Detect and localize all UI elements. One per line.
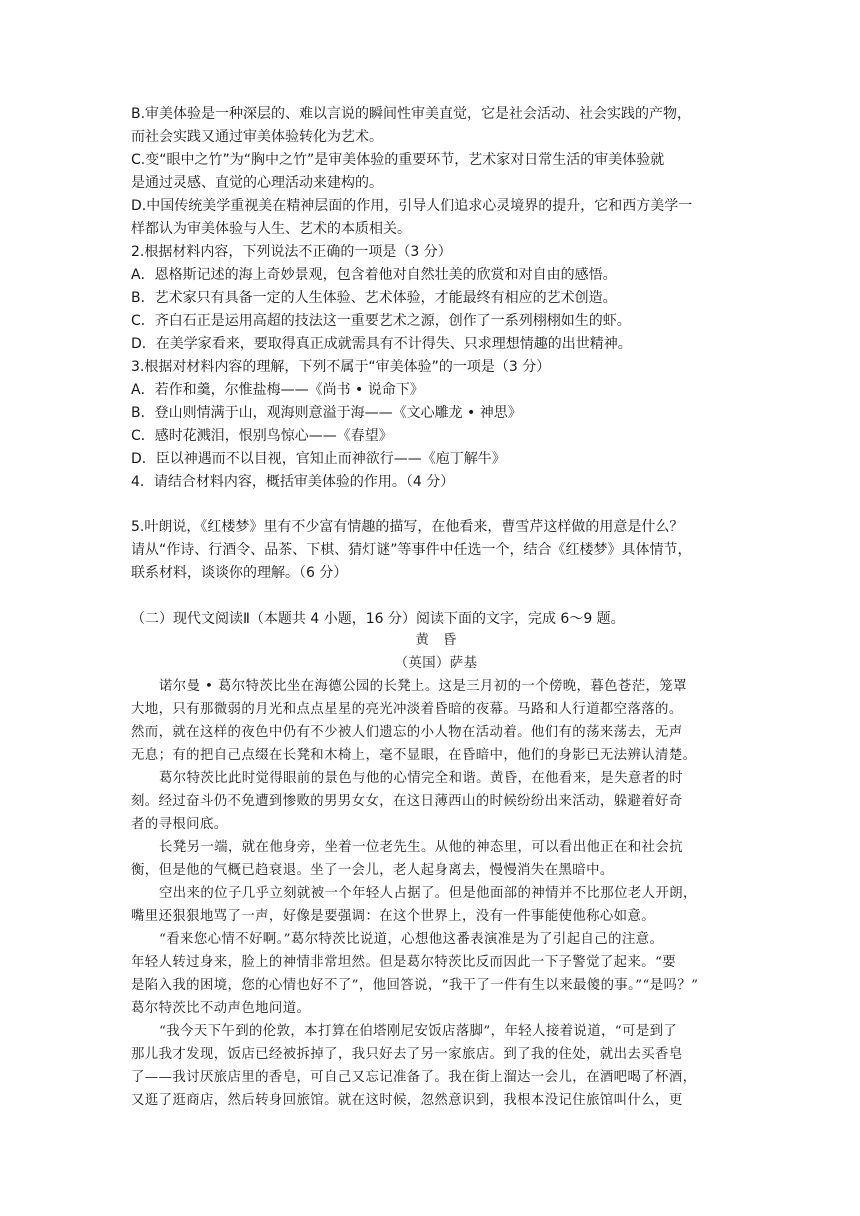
paragraph-4-line-2: 嘴里还狠狠地骂了一声，好像是要强调：在这个世界上，没有一件事能使他称心如意。 <box>131 909 656 924</box>
section-heading: （二）现代文阅读Ⅱ（本题共 4 小题，16 分）阅读下面的文字，完成 6～9 题。 <box>131 611 625 627</box>
paragraph-5-line-2: 年轻人转过身来，脸上的神情非常坦然。但是葛尔特茨比反而因此一下子警觉了起来。“要 <box>131 955 677 970</box>
question-4: 4．请结合材料内容，概括审美体验的作用。（4 分） <box>131 474 455 490</box>
option-d-line-2: 样都认为审美体验与人生、艺术的本质相关。 <box>131 221 411 237</box>
story-author: （英国）萨基 <box>394 656 478 671</box>
question-3: 3.根据对材料内容的理解，下列不属于“审美体验”的一项是（3 分） <box>131 359 551 375</box>
question-3-option-c: C．感时花溅泪，恨别鸟惊心——《春望》 <box>131 428 393 444</box>
option-c-line-1: C.变“眼中之竹”为“胸中之竹”是审美体验的重要环节，艺术家对日常生活的审美体验就 <box>131 152 665 168</box>
question-2-option-c: C．齐白石正是运用高超的技法这一重要艺术之源，创作了一系列栩栩如生的虾。 <box>131 313 631 329</box>
paragraph-4-line-1: 空出来的位子几乎立刻就被一个年轻人占据了。但是他面部的神情并不比那位老人开朗， <box>159 886 697 901</box>
paragraph-1-line-2: 大地，只有那微弱的月光和点点星星的亮光冲淡着昏暗的夜幕。马路和人行道都空落落的。 <box>131 702 683 717</box>
option-b-line-2: 而社会实践又通过审美体验转化为艺术。 <box>131 129 383 145</box>
option-b-line-1: B.审美体验是一种深层的、难以言说的瞬间性审美直觉，它是社会活动、社会实践的产物， <box>131 106 692 122</box>
paragraph-2-line-1: 葛尔特茨比此时觉得眼前的景色与他的心情完全和谐。黄昏，在他看来，是失意者的时 <box>159 771 684 786</box>
paragraph-5-line-4: 葛尔特茨比不动声色地问道。 <box>131 1001 311 1016</box>
option-d-line-1: D.中国传统美学重视美在精神层面的作用，引导人们追求心灵境界的提升，它和西方美学一 <box>131 198 693 214</box>
paragraph-3-line-2: 衡，但是他的气概已趋衰退。坐了一会儿，老人起身离去，慢慢消失在黑暗中。 <box>131 863 614 878</box>
paragraph-2-line-2: 刻。经过奋斗仍不免遭到惨败的男男女女，在这日薄西山的时候纷纷出来活动，躲避着好奇 <box>131 794 683 809</box>
question-5-line-2: 请从“作诗、行酒令、品茶、下棋、猜灯谜”等事件中任选一个，结合《红楼梦》具体情节， <box>131 542 692 558</box>
question-2-option-d: D．在美学家看来，要取得真正成就需具有不计得失、只求理想情趣的出世精神。 <box>131 336 632 352</box>
paragraph-1-line-1: 诺尔曼 • 葛尔特茨比坐在海德公园的长凳上。这是三月初的一个傍晚，暮色苍茫，笼罩 <box>159 679 687 694</box>
paragraph-6-line-3: 了——我讨厌旅店里的香皂，可自己又忘记准备了。我在街上溜达一会儿，在酒吧喝了杯酒， <box>131 1070 697 1085</box>
paragraph-5-line-1: “看来您心情不好啊。”葛尔特茨比说道，心想他这番表演准是为了引起自己的注意。 <box>159 932 664 947</box>
story-title: 黄 昏 <box>415 633 457 648</box>
paragraph-6-line-4: 又逛了逛商店，然后转身回旅馆。就在这时候，忽然意识到，我根本没记住旅馆叫什么，更 <box>131 1093 683 1108</box>
question-5-line-3: 联系材料，谈谈你的理解。（6 分） <box>131 565 348 581</box>
question-2: 2.根据材料内容，下列说法不正确的一项是（3 分） <box>131 244 452 260</box>
paragraph-6-line-2: 那儿我才发现，饭店已经被拆掉了，我只好去了另一家旅店。到了我的住处，就出去买香皂 <box>131 1047 683 1062</box>
question-3-option-a: A．若作和羹，尔惟盐梅——《尚书 • 说命下》 <box>131 382 424 398</box>
option-c-line-2: 是通过灵感、直觉的心理活动来建构的。 <box>131 175 383 191</box>
paragraph-3-line-1: 长凳另一端，就在他身旁，坐着一位老先生。从他的神态里，可以看出他正在和社会抗 <box>159 840 684 855</box>
question-3-option-d: D．臣以神遇而不以目视，官知止而神欲行——《庖丁解牛》 <box>131 451 506 467</box>
question-2-option-b: B．艺术家只有具备一定的人生体验、艺术体验，才能最终有相应的艺术创造。 <box>131 290 617 306</box>
paragraph-2-line-3: 者的寻根问底。 <box>131 817 228 832</box>
question-5-line-1: 5.叶朗说，《红楼梦》里有不少富有情趣的描写，在他看来，曹雪芹这样做的用意是什么？ <box>131 519 684 535</box>
question-2-option-a: A．恩格斯记述的海上奇妙景观，包含着他对自然壮美的欣赏和对自由的感悟。 <box>131 267 617 283</box>
paragraph-1-line-4: 无息；有的把自己点缀在长凳和木椅上，毫不显眼，在昏暗中，他们的身影已无法辨认清楚。 <box>131 748 697 763</box>
paragraph-1-line-3: 然而，就在这样的夜色中仍有不少被人们遗忘的小人物在活动着。他们有的荡来荡去，无声 <box>131 725 683 740</box>
paragraph-5-line-3: 是陷入我的困境，您的心情也好不了”，他回答说，“我干了一件有生以来最傻的事。”“是吗？” <box>131 978 699 993</box>
question-3-option-b: B．登山则情满于山，观海则意溢于海——《文心雕龙 • 神思》 <box>131 405 522 421</box>
paragraph-6-line-1: “我今天下午到的伦敦，本打算在伯塔刚尼安饭店落脚”，年轻人接着说道，“可是到了 <box>159 1024 678 1039</box>
